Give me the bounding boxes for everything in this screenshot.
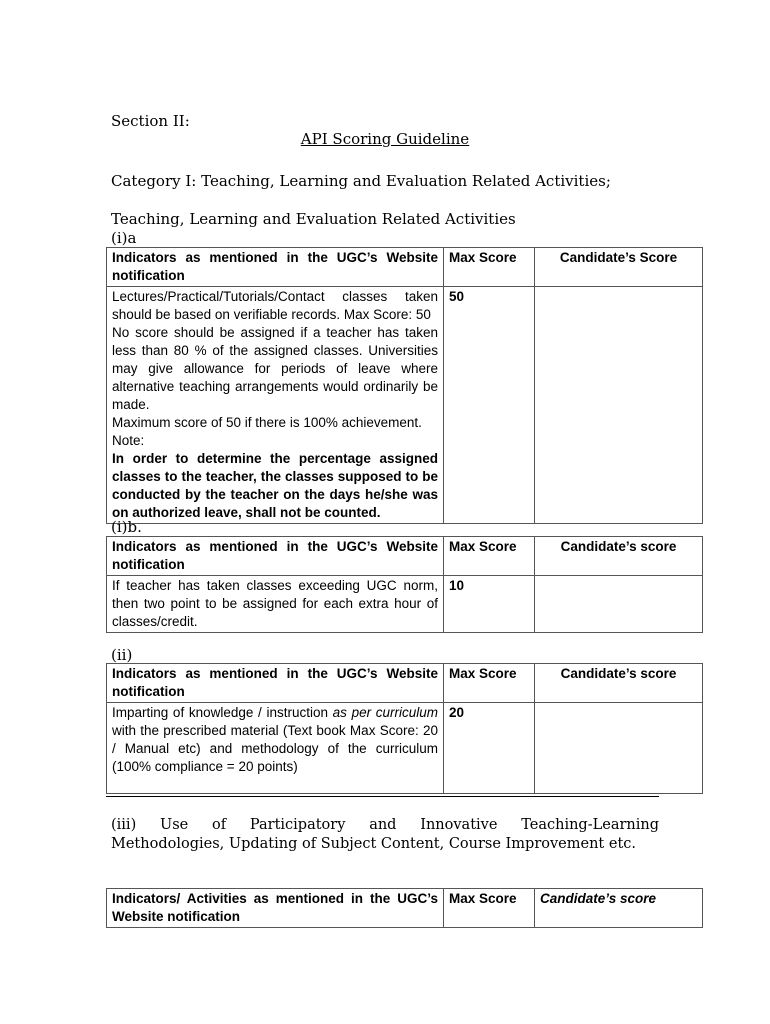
header-candidate-score: Candidate’s Score	[535, 248, 703, 287]
section-label: Section II:	[111, 112, 190, 130]
table-ib-label: (i)b.	[111, 518, 142, 536]
header-candidate-score: Candidate’s score	[535, 889, 703, 928]
indicator-cell: If teacher has taken classes exceeding UGC norm, then two point to be assigned for each extra hour of classes/credit.	[107, 576, 444, 633]
table-row	[107, 287, 703, 524]
indicator-cell	[107, 703, 444, 794]
table-header-row	[107, 537, 703, 576]
header-max-score: Max Score	[444, 248, 535, 287]
header-max-score: Max Score	[444, 664, 535, 703]
max-score-value: 20	[444, 703, 535, 794]
section-iii-paragraph: (iii) Use of Participatory and Innovative Teaching-Learning Methodologies, Updating of Subject Content, Course Improvement etc.	[111, 817, 659, 852]
table-ib	[106, 536, 703, 633]
table-header-row	[107, 889, 703, 928]
indicator-text: with the prescribed material (Text book Max Score: 20 / Manual etc) and methodology of the curriculum (100% compliance = 20 points)	[112, 723, 438, 774]
table-ia-label: (i)a	[111, 229, 137, 247]
table-iii	[106, 888, 703, 928]
category-heading: Category I: Teaching, Learning and Evaluation Related Activities;	[111, 172, 611, 190]
header-max-score: Max Score	[444, 889, 535, 928]
indicator-cell	[107, 287, 444, 524]
header-candidate-score: Candidate’s score	[535, 664, 703, 703]
table-header-row	[107, 248, 703, 287]
table-ii-label: (ii)	[111, 646, 133, 664]
indicator-italic: as per curriculum	[332, 705, 438, 720]
table-row	[107, 576, 703, 633]
document-title: API Scoring Guideline	[300, 130, 470, 148]
header-candidate-score: Candidate’s score	[535, 537, 703, 576]
max-score-value: 10	[444, 576, 535, 633]
indicator-line: Maximum score of 50 if there is 100% achievement.	[112, 415, 422, 430]
candidate-score-cell[interactable]	[535, 287, 703, 524]
candidate-score-cell[interactable]	[535, 576, 703, 633]
candidate-score-cell[interactable]	[535, 703, 703, 794]
table-ia	[106, 247, 703, 524]
header-indicators: Indicators as mentioned in the UGC’s Website notification	[107, 664, 444, 703]
header-indicators: Indicators as mentioned in the UGC’s Website notification	[107, 537, 444, 576]
header-max-score: Max Score	[444, 537, 535, 576]
table-row	[107, 703, 703, 794]
subheading: Teaching, Learning and Evaluation Related Activities	[111, 210, 516, 228]
divider	[106, 796, 659, 797]
indicator-note: In order to determine the percentage assigned classes to the teacher, the classes supposed to be conducted by the teacher on the days he/she was on authorized leave, shall not be counted.	[112, 451, 438, 520]
indicator-text: Imparting of knowledge / instruction	[112, 705, 333, 720]
header-indicators: Indicators/ Activities as mentioned in the UGC’s Website notification	[107, 889, 444, 928]
max-score-value: 50	[444, 287, 535, 524]
indicator-line: Lectures/Practical/Tutorials/Contact classes taken should be based on verifiable records. Max Score: 50	[112, 289, 438, 322]
table-header-row	[107, 664, 703, 703]
indicator-line: Note:	[112, 433, 145, 448]
header-indicators: Indicators as mentioned in the UGC’s Website notification	[107, 248, 444, 287]
table-ii	[106, 663, 703, 794]
indicator-line: No score should be assigned if a teacher has taken less than 80 % of the assigned classes. Universities may give allowance for periods of leave where alternative teaching arrangements would ordinarily be made.	[112, 325, 438, 412]
